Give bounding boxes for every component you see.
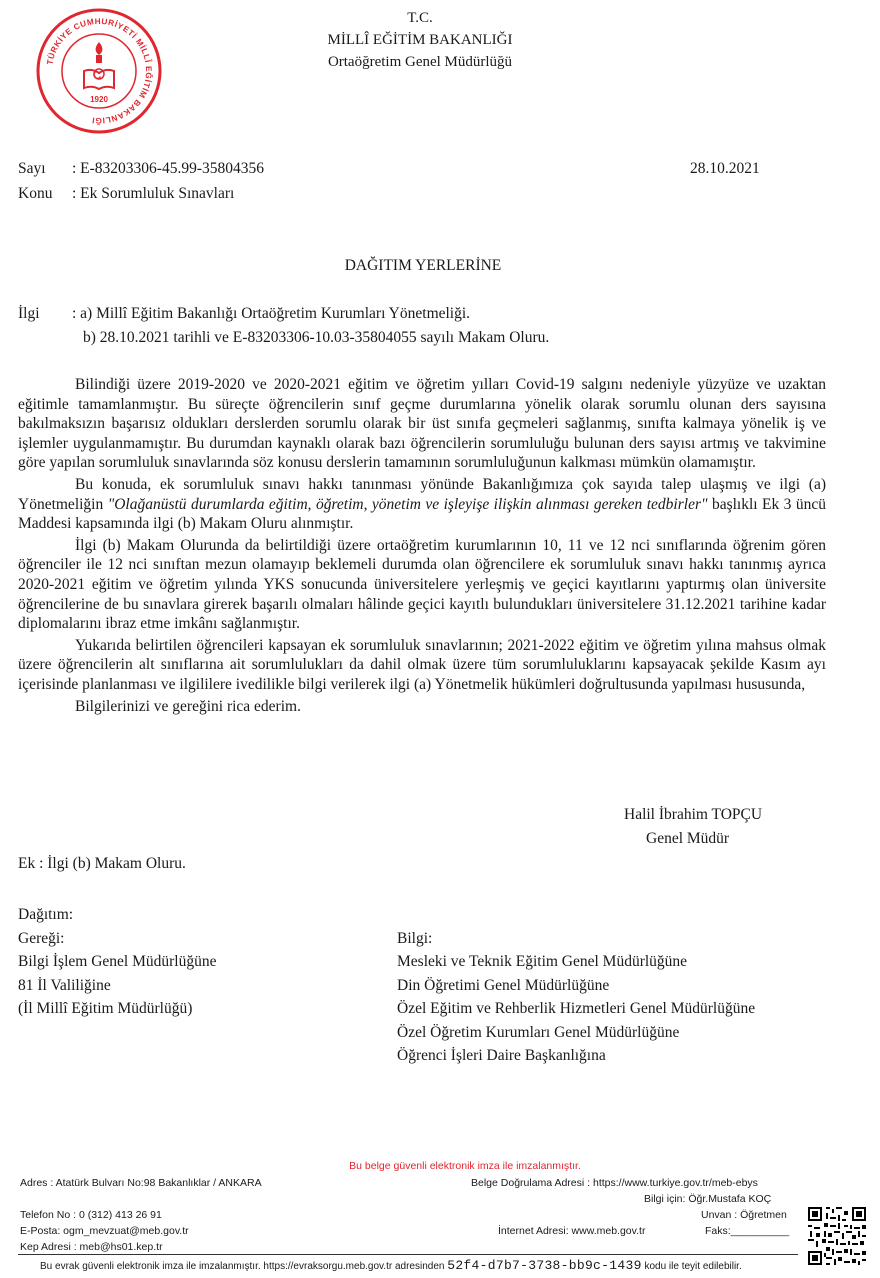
paragraph-2-start: Bu konuda, ek sorumluluk sınavı hakkı tanınması yönünde Bakanlığımıza çok sayıda talep ulaşmış ve ilgi (a) Yönetmeliğin: [18, 475, 826, 513]
konu-value: : Ek Sorumluluk Sınavları: [72, 185, 235, 202]
body-paragraph-1: Bilindiği üzere 2019-2020 ve 2020-2021 eğitim ve öğretim yılları Covid-19 salgını nedeniyle yüzyüze ve uzaktan eğitimle tamamlanmıştır. Bu süreçte öğrencilerin sınıf geçme durumlarına yönelik olarak sorumlu olunan ders sayısına bakılmaksızın başarısız oldukları derslerden sorumlu olarak bir üst sınıfa geçmeleri sağlanmış, sınıfta kalmaya yönelik iş ve işlemler uygulanmamıştır. Bu durumdan kaynaklı olarak bazı öğrencilerin sorumluluğu bulunan ders sayısı artmış ve takvimine göre yapılan sorumluluk sınavlarında söz konusu derslerin tamamının sorumluluğunun kalkması mümkün olamamıştır.: [18, 376, 826, 472]
qr-code: [806, 1205, 868, 1267]
bilgi-item: Din Öğretimi Genel Müdürlüğüne: [397, 976, 610, 994]
paragraph-2-end: başlıklı Ek 3 üncü Maddesi kapsamında ilgi (b) Makam Oluru alınmıştır.: [18, 495, 826, 533]
body-paragraph-3: İlgi (b) Makam Olurunda da belirtildiği üzere ortaöğretim kurumlarının 10, 11 ve 12 nci sınıflarında öğrenim gören öğrenciler ile 12 nci sınıftan mezun olamayıp beklemeli durumda olan öğrencilere ek sorumluluk sınavı hakkı tanınmış ayrıca 2020-2021 eğitim ve öğretim yılında YKS sonucunda üniversitelere yerleşmiş ve geçici kayıtlarını yaptırmış olan üniversite öğrencilerine de bu sınavlara girerek başarılı olmaları hâlinde geçici kayıtlı bulundukları üniversitelere 31.12.2021 tarihine kadar diplomalarını ibraz etme imkânı sağlanmıştır.: [18, 536, 826, 633]
ilgi-b: b) 28.10.2021 tarihli ve E-83203306-10.03-35804055 sayılı Makam Oluru.: [83, 329, 550, 346]
signatory-title: Genel Müdür: [646, 830, 730, 847]
footer-address: Adres : Atatürk Bulvarı No:98 Bakanlıklar / ANKARA: [20, 1177, 262, 1189]
qr-code-graphic: [806, 1205, 868, 1267]
footer-email: E-Posta: ogm_mevzuat@meb.gov.tr: [20, 1225, 189, 1237]
konu-label: Konu: [18, 185, 53, 202]
attachment-note: Ek : İlgi (b) Makam Oluru.: [18, 855, 186, 872]
header-ministry: MİLLÎ EĞİTİM BAKANLIĞI: [327, 32, 513, 48]
sayi-value: : E-83203306-45.99-35804356: [72, 160, 265, 177]
gerekii-item: 81 İl Valiliğine: [18, 976, 111, 994]
bilgi-item: Öğrenci İşleri Daire Başkanlığına: [397, 1047, 606, 1064]
seal-ring-text: TÜRKİYE CUMHURİYETİ MİLLÎ EĞİTİM BAKANLIĞI: [45, 16, 154, 126]
distribution-heading: Dağıtım:: [18, 906, 74, 923]
regulation-quote: "Olağanüstü durumlarda eğitim, öğretim, yönetim ve işleyişe ilişkin alınması gereken tedbirler": [107, 495, 708, 513]
distribution-info: [397, 927, 755, 1068]
ilgi-a: : a) Millî Eğitim Bakanlığı Ortaöğretim Kurumları Yönetmeliği.: [72, 305, 471, 322]
document-date: 28.10.2021: [690, 160, 760, 177]
footer-divider: [18, 1254, 798, 1255]
footer-phone: Telefon No : 0 (312) 413 26 91: [20, 1209, 162, 1221]
gerekii-item: Bilgi İşlem Genel Müdürlüğüne: [18, 953, 217, 970]
ministry-seal-graphic: [36, 8, 162, 134]
evrak-verify-line: [40, 1259, 742, 1273]
bilgi-item: Özel Öğretim Kurumları Genel Müdürlüğüne: [397, 1023, 680, 1041]
body-paragraph-2: [18, 475, 826, 534]
gerekii-label: Gereği:: [18, 929, 65, 947]
bilgi-item: Özel Eğitim ve Rehberlik Hizmetleri Genel Müdürlüğüne: [397, 1000, 756, 1017]
footer-verify-address: Belge Doğrulama Adresi : https://www.turkiye.gov.tr/meb-ebys: [471, 1177, 758, 1189]
footer-fax: Faks:__________: [705, 1225, 790, 1237]
addressee: DAĞITIM YERLERİNE: [344, 257, 502, 274]
verify-prefix: Bu evrak güvenli elektronik imza ile imzalanmıştır. https://evraksorgu.meb.gov.tr adresinden: [40, 1261, 445, 1272]
header-tc: T.C.: [407, 10, 433, 26]
verify-suffix: kodu ile teyit edilebilir.: [644, 1261, 742, 1272]
gerekii-item: (İl Millî Eğitim Müdürlüğü): [18, 1000, 193, 1017]
ilgi-label: İlgi: [18, 305, 40, 322]
esign-notice: Bu belge güvenli elektronik imza ile imzalanmıştır.: [349, 1160, 581, 1172]
footer-contact-title: Unvan : Öğretmen: [701, 1209, 787, 1221]
letterhead: [220, 7, 620, 73]
distribution-action: [18, 903, 216, 1021]
ministry-seal: [36, 8, 162, 134]
footer-kep: Kep Adresi : meb@hs01.kep.tr: [20, 1241, 163, 1253]
body-paragraph-5: Bilgilerinizi ve gereğini rica ederim.: [75, 697, 301, 715]
header-directorate: Ortaöğretim Genel Müdürlüğü: [327, 54, 513, 70]
verification-code: 52f4-d7b7-3738-bb9c-1439: [447, 1258, 642, 1273]
body-paragraph-4: Yukarıda belirtilen öğrencileri kapsayan ek sorumluluk sınavlarının; 2021-2022 eğitim ve öğretim yılına mahsus olmak üzere öğrencilerin alt sınıflarına ait sorumlulukları da dahil olmak üzere tüm sorumluluklarını kapsayacak şekilde Kasım ayı içerisinde planlanması ve ilgililere ivedilikle bilgi verilerek ilgi (a) Yönetmelik hükümleri doğrultusunda yapılması hususunda,: [18, 636, 826, 693]
letter-body: [18, 375, 826, 716]
signatory-name: Halil İbrahim TOPÇU: [624, 806, 763, 823]
sayi-label: Sayı: [18, 160, 46, 177]
footer-website: İnternet Adresi: www.meb.gov.tr: [498, 1225, 646, 1237]
bilgi-label: Bilgi:: [397, 929, 433, 947]
seal-year: 1920: [90, 95, 108, 104]
bilgi-item: Mesleki ve Teknik Eğitim Genel Müdürlüğüne: [397, 953, 688, 970]
footer-contact-person: Bilgi için: Öğr.Mustafa KOÇ: [644, 1193, 772, 1205]
